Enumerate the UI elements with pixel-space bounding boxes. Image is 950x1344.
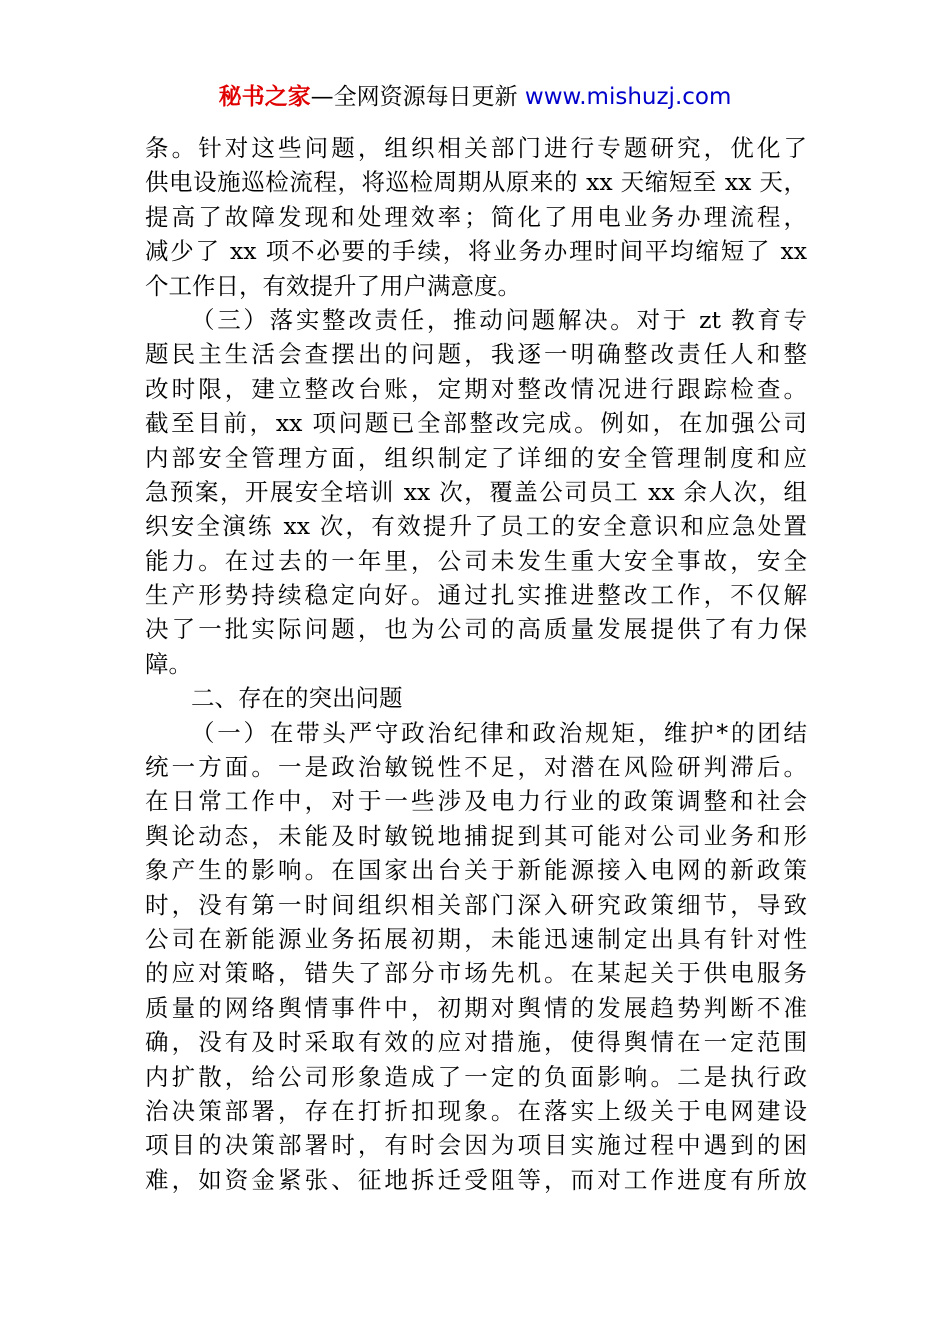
text-line: 象产生的影响。在国家出台关于新能源接入电网的新政策 — [145, 856, 807, 885]
text-line: 时，没有第一时间组织相关部门深入研究政策细节，导致 — [145, 890, 807, 919]
text-line: 舆论动态，未能及时敏锐地捕捉到其可能对公司业务和形 — [145, 821, 807, 850]
site-header — [0, 80, 950, 114]
document-body — [145, 131, 807, 1197]
text-line: 题民主生活会查摆出的问题，我逐一明确整改责任人和整 — [145, 340, 807, 369]
text-line: （一）在带头严守政治纪律和政治规矩，维护*的团结 — [191, 718, 807, 747]
text-line: 的应对策略，错失了部分市场先机。在某起关于供电服务 — [145, 959, 807, 988]
text-line: （三）落实整改责任，推动问题解决。对于 zt 教育专 — [191, 305, 807, 334]
text-line: 生产形势持续稳定向好。通过扎实推进整改工作，不仅解 — [145, 581, 807, 610]
text-line: 内部安全管理方面，组织制定了详细的安全管理制度和应 — [145, 443, 807, 472]
text-line: 项目的决策部署时，有时会因为项目实施过程中遇到的困 — [145, 1131, 807, 1160]
text-line: 二、存在的突出问题 — [191, 684, 403, 713]
text-line: 在日常工作中，对于一些涉及电力行业的政策调整和社会 — [145, 787, 807, 816]
text-line: 供电设施巡检流程，将巡检周期从原来的 xx 天缩短至 xx 天， — [145, 168, 807, 197]
site-url-link[interactable]: www.mishuzj.com — [524, 84, 732, 110]
text-line: 截至目前，xx 项问题已全部整改完成。例如，在加强公司 — [145, 409, 807, 438]
text-line: 公司在新能源业务拓展初期，未能迅速制定出具有针对性 — [145, 924, 807, 953]
text-line: 急预案，开展安全培训 xx 次，覆盖公司员工 xx 余人次，组 — [145, 477, 807, 506]
text-line: 统一方面。一是政治敏锐性不足，对潜在风险研判滞后。 — [145, 753, 807, 782]
text-line: 确，没有及时采取有效的应对措施，使得舆情在一定范围 — [145, 1028, 807, 1057]
text-line: 质量的网络舆情事件中，初期对舆情的发展趋势判断不准 — [145, 993, 807, 1022]
text-line: 减少了 xx 项不必要的手续，将业务办理时间平均缩短了 xx — [145, 237, 807, 266]
text-line: 提高了故障发现和处理效率；简化了用电业务办理流程， — [145, 202, 807, 231]
text-line: 个工作日，有效提升了用户满意度。 — [145, 271, 521, 300]
text-line: 改时限，建立整改台账，定期对整改情况进行跟踪检查。 — [145, 374, 807, 403]
text-line: 难，如资金紧张、征地拆迁受阻等，而对工作进度有所放 — [145, 1165, 807, 1194]
text-line: 障。 — [145, 649, 192, 678]
header-tagline: —全网资源每日更新 — [310, 84, 525, 110]
text-line: 条。针对这些问题，组织相关部门进行专题研究，优化了 — [145, 134, 807, 162]
text-line: 织安全演练 xx 次，有效提升了员工的安全意识和应急处置 — [145, 512, 807, 541]
text-line: 能力。在过去的一年里，公司未发生重大安全事故，安全 — [145, 546, 807, 575]
text-line: 决了一批实际问题，也为公司的高质量发展提供了有力保 — [145, 615, 807, 644]
brand-name: 秘书之家 — [218, 84, 311, 110]
text-line: 内扩散，给公司形象造成了一定的负面影响。二是执行政 — [145, 1062, 807, 1091]
text-line: 治决策部署，存在打折扣现象。在落实上级关于电网建设 — [145, 1096, 807, 1125]
